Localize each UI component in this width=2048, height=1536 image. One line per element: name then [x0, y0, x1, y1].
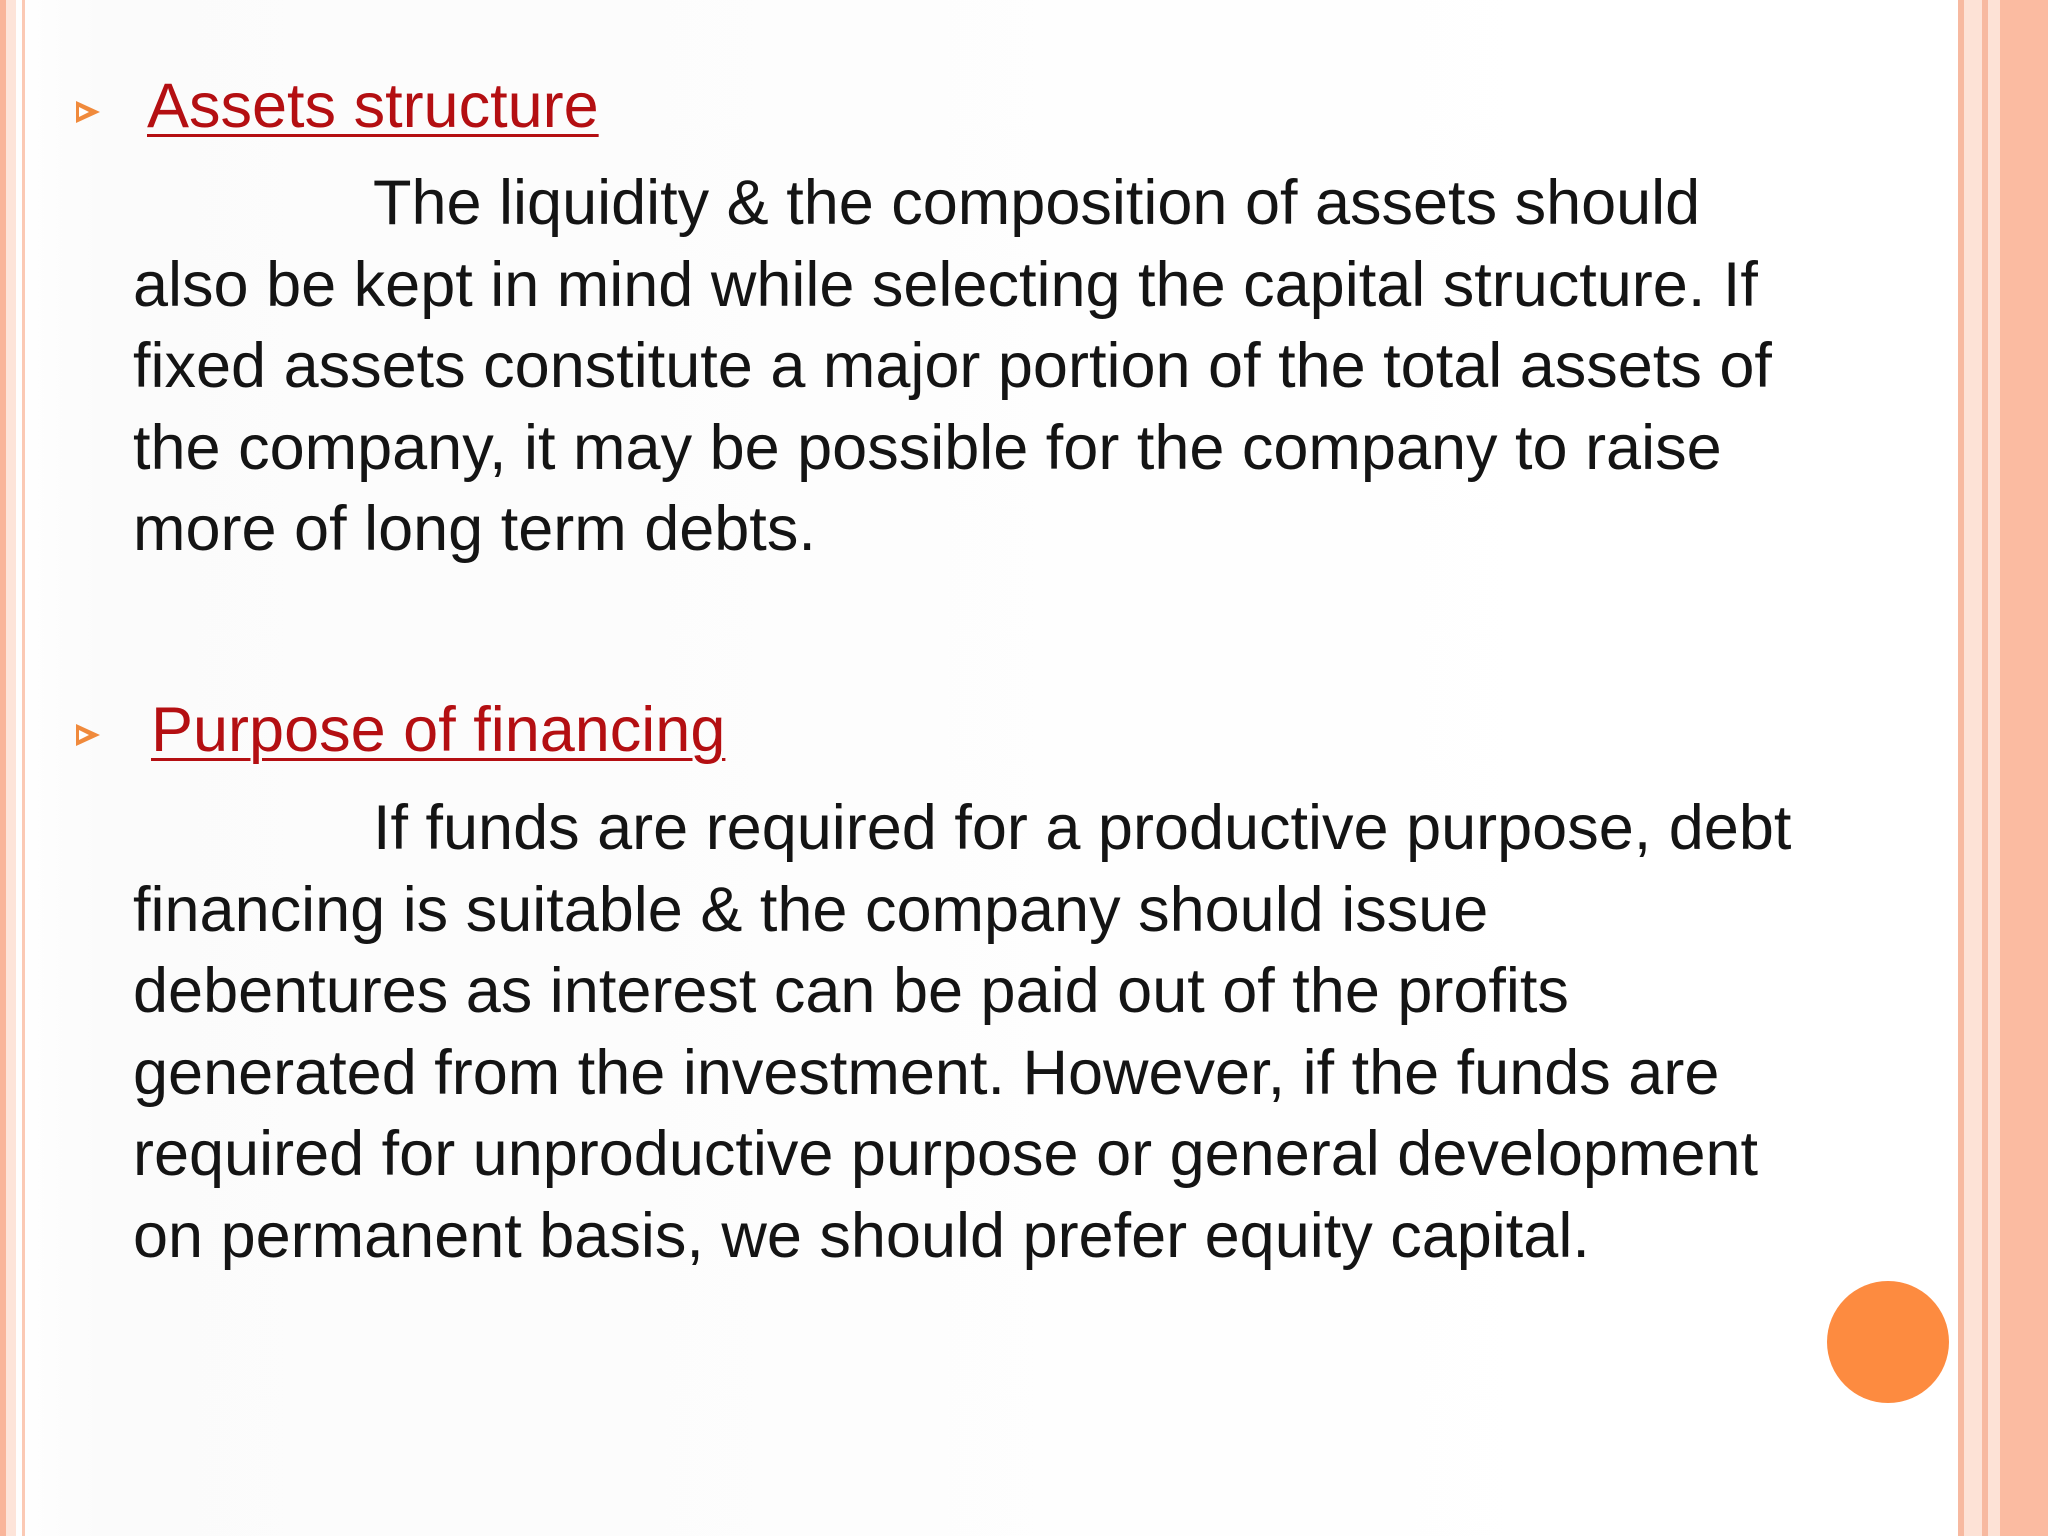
section-heading-assets-structure: Assets structure: [147, 71, 599, 141]
paragraph-line: financing is suitable & the company should issue: [133, 874, 1489, 945]
paragraph-line: The liquidity & the composition of assets should: [373, 168, 1701, 238]
paragraph-line: on permanent basis, we should prefer equity capital.: [133, 1200, 1590, 1271]
right-decorative-bar: [1988, 0, 2000, 1536]
arrow-bullet-icon: [76, 724, 100, 746]
section-heading-purpose-of-financing: Purpose of financing: [151, 695, 726, 765]
paragraph-line: generated from the investment. However, if the funds are: [133, 1037, 1720, 1108]
right-decorative-bar: [2000, 0, 2048, 1536]
section-paragraph-assets-structure: [133, 163, 1923, 571]
paragraph-line: fixed assets constitute a major portion of the total assets of: [133, 331, 1772, 401]
paragraph-line: required for unproductive purpose or general development: [133, 1119, 1759, 1189]
paragraph-line: debentures as interest can be paid out of the profits: [133, 956, 1569, 1026]
left-decorative-line: [22, 0, 25, 1536]
paragraph-line: If funds are required for a productive purpose, debt: [373, 793, 1792, 863]
right-decorative-bar: [1964, 0, 1982, 1536]
paragraph-line: more of long term debts.: [133, 494, 816, 564]
left-decorative-border: [0, 0, 16, 1536]
section-paragraph-purpose-of-financing: [133, 788, 1923, 1277]
paragraph-line: the company, it may be possible for the company to raise: [133, 412, 1722, 483]
orange-circle-decoration: [1827, 1281, 1949, 1403]
paragraph-line: also be kept in mind while selecting the capital structure. If: [133, 249, 1758, 320]
arrow-bullet-icon: [76, 101, 100, 123]
